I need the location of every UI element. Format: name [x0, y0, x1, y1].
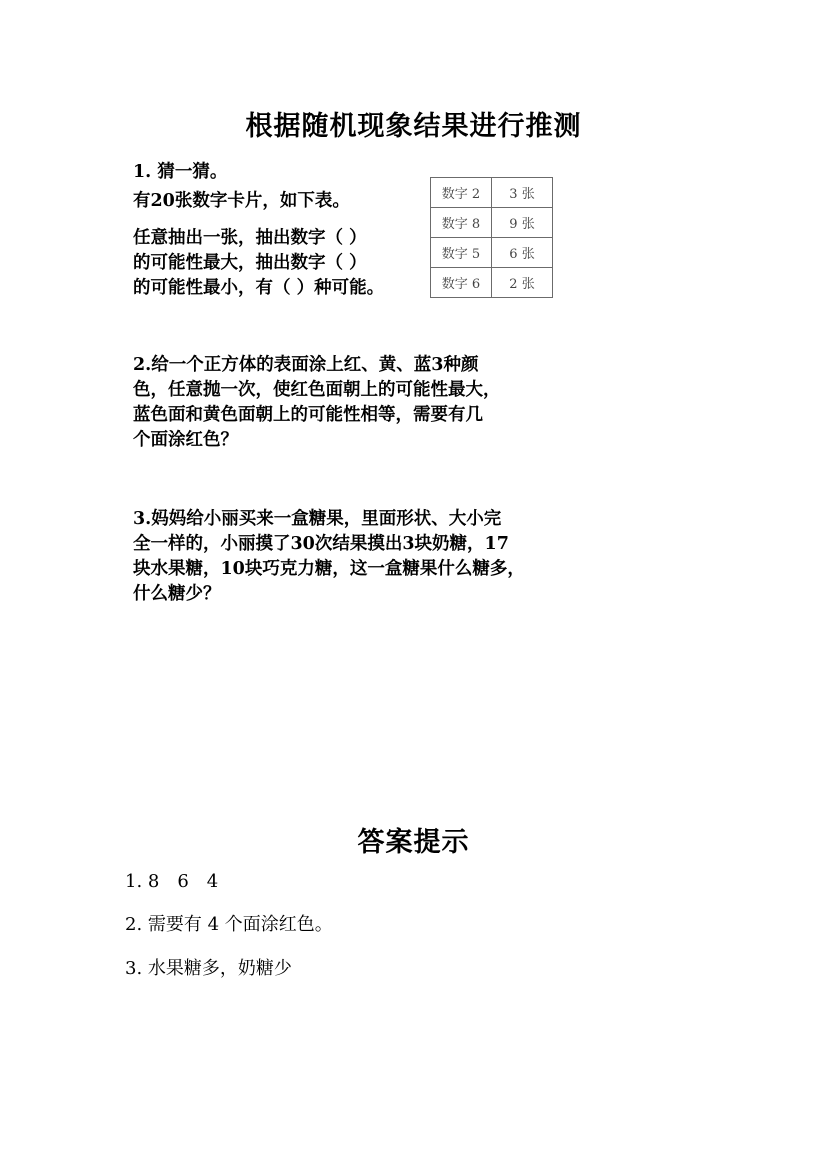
table-row — [431, 208, 553, 238]
table-cell-count: 6 张 — [492, 238, 553, 268]
question-3-line: 全一样的，小丽摸了30次结果摸出3块奶糖，17 — [133, 534, 509, 554]
question-2 — [133, 353, 501, 453]
question-2-line: 2.给一个正方体的表面涂上红、黄、蓝3种颜 — [133, 355, 479, 375]
question-1-body — [133, 226, 384, 301]
answer-2: 2. 需要有 4 个面涂红色。 — [125, 914, 333, 935]
question-1-line: 任意抽出一张，抽出数字（ ） — [133, 228, 367, 248]
table-cell-label: 数字 5 — [431, 238, 492, 268]
table-row — [431, 268, 553, 298]
table-cell-label: 数字 8 — [431, 208, 492, 238]
table-row — [431, 238, 553, 268]
question-3 — [133, 507, 525, 607]
question-1-line: 的可能性最大，抽出数字（ ） — [133, 253, 367, 273]
card-count-table — [430, 177, 553, 298]
table-cell-count: 2 张 — [492, 268, 553, 298]
question-1 — [133, 160, 227, 185]
question-3-line: 什么糖少？ — [133, 584, 221, 604]
table-cell-count: 3 张 — [492, 178, 553, 208]
question-3-line: 3.妈妈给小丽买来一盒糖果，里面形状、大小完 — [133, 509, 502, 529]
question-2-line: 蓝色面和黄色面朝上的可能性相等，需要有几 — [133, 405, 483, 425]
question-1-intro — [133, 189, 350, 214]
table-row — [431, 178, 553, 208]
table-cell-label: 数字 2 — [431, 178, 492, 208]
question-1-line: 的可能性最小，有（ ）种可能。 — [133, 278, 385, 298]
answer-3: 3. 水果糖多，奶糖少 — [125, 958, 292, 979]
table-cell-label: 数字 6 — [431, 268, 492, 298]
question-2-line: 个面涂红色？ — [133, 430, 238, 450]
question-3-line: 块水果糖，10块巧克力糖，这一盒糖果什么糖多， — [133, 559, 525, 579]
page-title: 根据随机现象结果进行推测 — [245, 111, 582, 142]
question-2-line: 色，任意抛一次，使红色面朝上的可能性最大， — [133, 380, 501, 400]
question-1-heading: 1. 猜一猜。 — [133, 162, 228, 182]
table-cell-count: 9 张 — [492, 208, 553, 238]
question-1-intro-text: 有20张数字卡片，如下表。 — [133, 191, 350, 211]
answers-title: 答案提示 — [357, 827, 470, 858]
answer-1: 1. 8 6 4 — [125, 871, 219, 892]
